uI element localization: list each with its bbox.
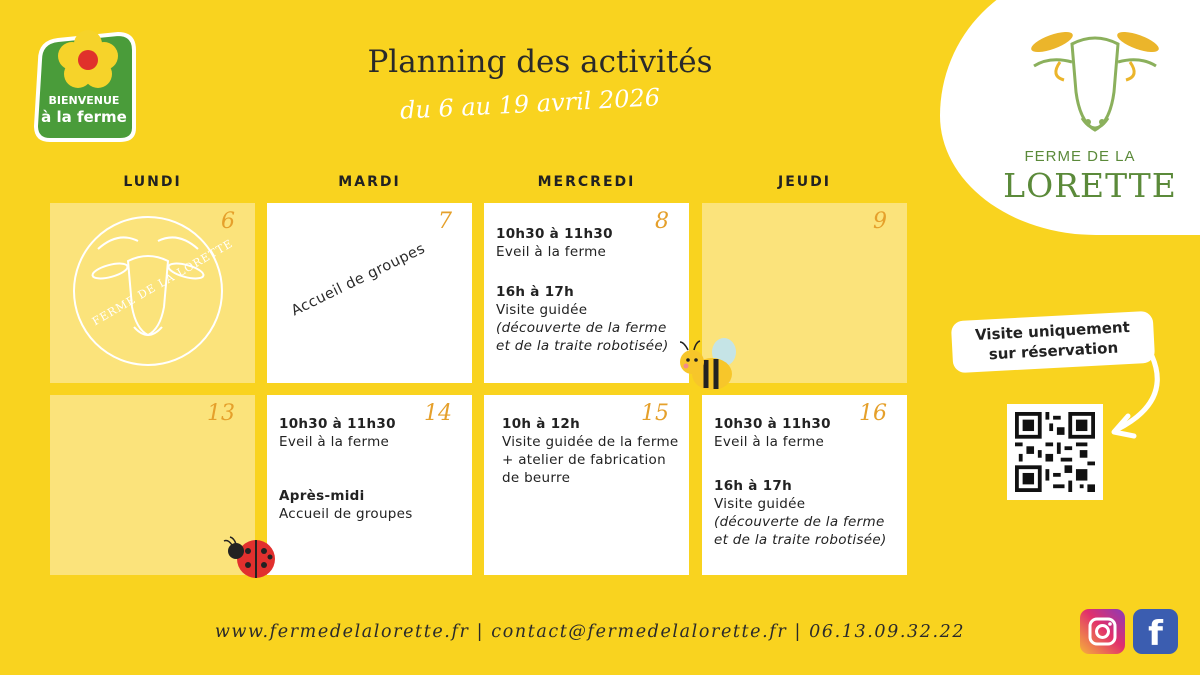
activity-time: Après-midi [279, 488, 365, 504]
calendar-cell-7 [267, 203, 472, 383]
activity-text: Eveil à la ferme [714, 434, 825, 450]
date-range-subtitle: du 6 au 19 avril 2026 [399, 83, 661, 125]
day-header-jeudi: JEUDI [778, 174, 831, 190]
activity-text: Visite guidée de la ferme + atelier de fabrication de beurre [502, 434, 679, 486]
farm-name-line2: LORETTE [1003, 166, 1177, 205]
day-number: 15 [641, 401, 669, 426]
activity-slot [502, 415, 682, 487]
cow-head-icon [1030, 22, 1160, 142]
logo-text-bienvenue: BIENVENUE [48, 94, 120, 107]
instagram-glyph [1080, 609, 1125, 654]
farm-name-line1: FERME DE LA [1024, 148, 1136, 165]
activity-time: 10h30 à 11h30 [714, 416, 831, 432]
qr-code[interactable] [1007, 404, 1103, 500]
activity-time: 16h à 17h [496, 284, 575, 300]
activity-time: 10h à 12h [502, 416, 581, 432]
activity-text: Visite guidée [714, 496, 806, 512]
day-header-lundi: LUNDI [123, 174, 182, 190]
activity-detail: (découverte de la ferme et de la traite robotisée) [496, 320, 669, 354]
day-number: 13 [207, 401, 235, 426]
instagram-icon[interactable] [1080, 609, 1125, 654]
reservation-line1: Visite uniquement [974, 317, 1131, 345]
facebook-icon[interactable]: f [1133, 609, 1178, 654]
activity-detail: (découverte de la ferme et de la traite robotisée) [714, 514, 887, 548]
activity-time: 10h30 à 11h30 [279, 416, 396, 432]
activity-slot [496, 225, 676, 261]
activity-text: Eveil à la ferme [496, 244, 607, 260]
day-number: 9 [873, 209, 887, 234]
day-number: 6 [221, 209, 235, 234]
curved-arrow-icon [1108, 352, 1172, 442]
activity-slot [279, 415, 459, 451]
activity-slot [279, 487, 459, 523]
logo-text-a-la-ferme: à la ferme [41, 108, 127, 126]
day-number: 7 [438, 209, 452, 234]
day-header-mardi: MARDI [338, 174, 401, 190]
activity-time: 10h30 à 11h30 [496, 226, 613, 242]
day-number: 16 [859, 401, 887, 426]
calendar-cell-6 [50, 203, 255, 383]
contact-footer: www.fermedelalorette.fr | contact@fermedelalorette.fr | 06.13.09.32.22 [214, 622, 966, 642]
day-number: 8 [655, 209, 669, 234]
activity-slot [714, 477, 894, 549]
reservation-line2: sur réservation [988, 338, 1119, 364]
activity-text: Accueil de groupes [289, 240, 428, 320]
calendar-cell-16 [702, 395, 907, 575]
calendar-cell-8 [484, 203, 689, 383]
bee-icon [676, 336, 744, 394]
calendar-cell-14 [267, 395, 472, 575]
activity-text: Accueil de groupes [279, 506, 413, 522]
activity-text: Visite guidée [496, 302, 588, 318]
watermark-text: FERME DE LA LORETTE [90, 236, 236, 329]
qr-code-icon [1015, 412, 1095, 492]
page-title: Planning des activités [367, 44, 713, 80]
day-number: 14 [424, 401, 452, 426]
activity-slot [714, 415, 894, 451]
activity-text: Eveil à la ferme [279, 434, 390, 450]
bienvenue-a-la-ferme-logo [30, 20, 138, 142]
ladybug-icon [222, 535, 282, 581]
calendar-cell-15 [484, 395, 689, 575]
day-header-mercredi: MERCREDI [537, 174, 636, 190]
activity-slot [496, 283, 676, 355]
activity-time: 16h à 17h [714, 478, 793, 494]
